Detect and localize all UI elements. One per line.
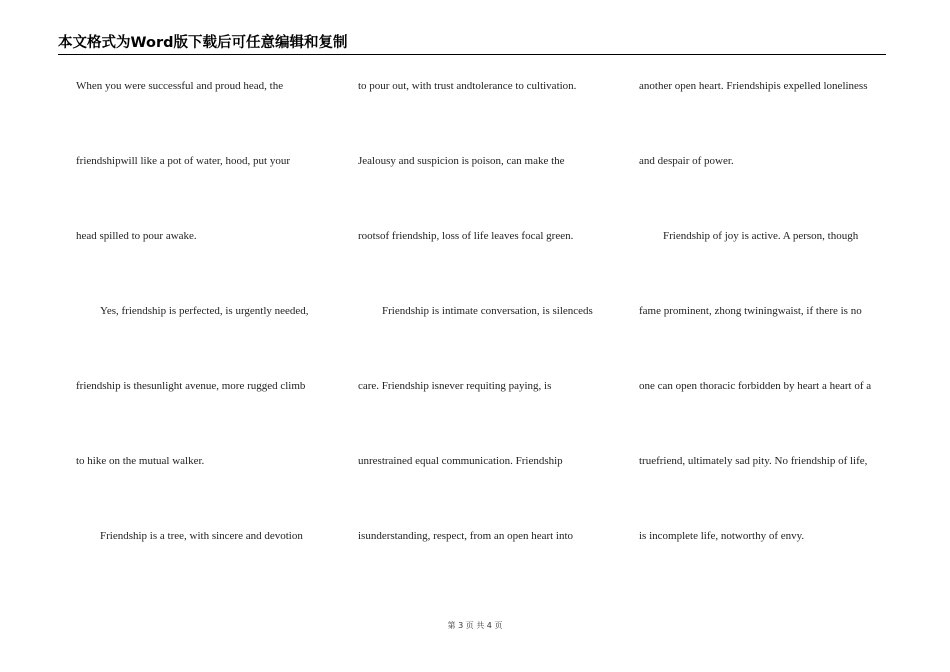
page-number: 第 3 页 共 4 页 [447,621,503,630]
header-title: 本文格式为Word版下载后可任意编辑和复制 [58,35,348,51]
text-line: truefriend, ultimately sad pity. No friendship of life, [639,455,868,467]
text-line: is incomplete life, notworthy of envy. [639,530,805,542]
text-line: head spilled to pour awake. [76,230,197,242]
text-line: fame prominent, zhong twiningwaist, if there is no [639,305,862,317]
text-line: Jealousy and suspicion is poison, can make the [358,155,565,167]
text-line: friendship is thesunlight avenue, more rugged climb [76,380,306,392]
text-line: one can open thoracic forbidden by heart a heart of a [639,380,872,392]
text-column-3 [639,78,889,603]
text-line: unrestrained equal communication. Friendship [358,455,563,467]
text-line: rootsof friendship, loss of life leaves focal green. [358,230,574,242]
text-line: isunderstanding, respect, from an open heart into [358,530,574,542]
text-line: Friendship of joy is active. A person, though [663,230,859,242]
text-line: to hike on the mutual walker. [76,455,205,467]
text-line: care. Friendship isnever requiting paying, is [358,380,552,392]
text-line: Friendship is a tree, with sincere and devotion [100,530,303,542]
text-line: Yes, friendship is perfected, is urgently needed, [100,305,309,317]
text-line: and despair of power. [639,155,734,167]
text-column-1 [76,78,346,603]
text-column-2 [358,78,628,603]
text-line: Friendship is intimate conversation, is silenceds [382,305,593,317]
text-line: friendshipwill like a pot of water, hood, put your [76,155,291,167]
text-line: to pour out, with trust andtolerance to cultivation. [358,80,577,92]
page-header [58,34,886,55]
text-line: another open heart. Friendshipis expelled loneliness [639,80,868,92]
text-line: When you were successful and proud head, the [76,80,284,92]
